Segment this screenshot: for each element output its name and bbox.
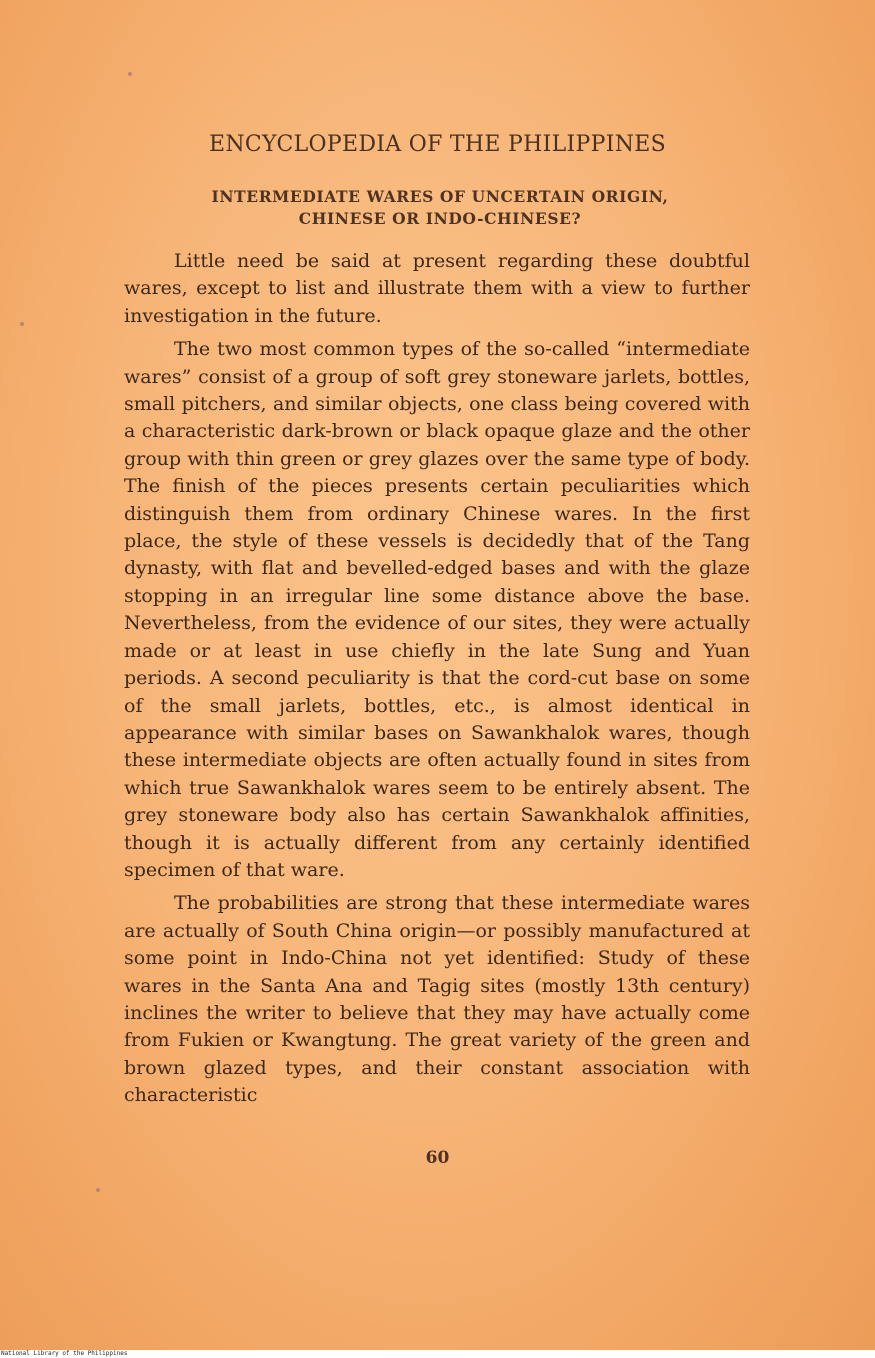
footer-strip — [0, 1350, 875, 1358]
section-title-line-1: INTERMEDIATE WARES OF UNCERTAIN ORIGIN, — [211, 187, 669, 206]
paper-speck — [20, 322, 24, 326]
paragraph-3: The probabilities are strong that these intermediate wares are actually of South China origin—or possibly manufactured at some point in Indo-China not yet identified: Study of these wares in the Santa Ana and Tagig sites (mostly 13th century) inclines the writer to believe that they may have actually come from Fukien or Kwangtung. The great variety of the green and brown glazed types, and their constant association with characteristic — [124, 892, 750, 1107]
paragraph-1: Little need be said at present regarding these doubtful wares, except to list and illustrate them with a view to further investigation in the future. — [124, 250, 750, 327]
library-credit: National Library of the Philippines — [1, 1350, 128, 1357]
body-text — [124, 248, 750, 1116]
paragraph-2: The two most common types of the so-called “intermediate wares” consist of a group of soft grey stoneware jarlets, bottles, small pitchers, and similar objects, one class being covered with a characteristic dark-brown or black opaque glaze and the other group with thin green or grey glazes over the same type of body. The finish of the pieces presents certain peculiarities which distinguish them from ordinary Chinese wares. In the first place, the style of these vessels is decidedly that of the Tang dynasty, with flat and bevelled-edged bases and with the glaze stopping in an irregular line some distance above the base. Nevertheless, from the evidence of our sites, they were actually made or at least in use chiefly in the late Sung and Yuan periods. A second peculiarity is that the cord-cut base on some of the small jarlets, bottles, etc., is almost identical in appearance with similar bases on Sawankhalok wares, though these intermediate objects are often actually found in sites from which true Sawankhalok wares seem to be entirely absent. The grey stoneware body also has certain Sawankhalok affinities, though it is actually different from any certainly identified specimen of that ware. — [124, 338, 750, 881]
section-title-line-2: CHINESE OR INDO-CHINESE? — [298, 209, 582, 228]
paper-speck — [96, 1188, 100, 1192]
page-number: 60 — [425, 1148, 450, 1168]
running-head: ENCYCLOPEDIA OF THE PHILIPPINES — [209, 132, 666, 157]
section-title — [150, 186, 730, 230]
paper-speck — [128, 72, 132, 76]
